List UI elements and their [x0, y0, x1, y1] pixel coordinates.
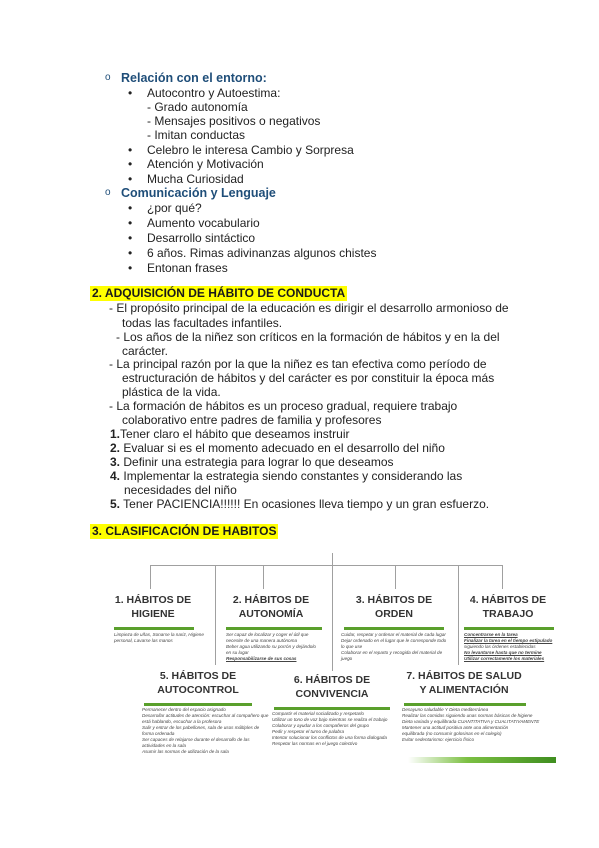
list-item: • Celebro le interesa Cambio y Sorpresa	[147, 143, 354, 158]
habit-card-line: Concentrarse en la tarea	[464, 632, 518, 637]
connector-line	[458, 565, 459, 665]
habit-card-title	[144, 669, 252, 697]
habit-card-line: Colaborar y ayudar a los compañeros del grupo	[272, 723, 370, 728]
habit-card-line: Evitar sedentarismo: ejercicio físico	[402, 737, 474, 742]
habit-card-title-line: AUTONOMÍA	[238, 608, 304, 620]
connector-line	[502, 565, 503, 589]
habit-card-line: Pedir y respetar el turno de palabra	[272, 729, 345, 734]
habit-card-title-line: Y ALIMENTACIÓN	[419, 684, 509, 696]
connector-line	[332, 553, 333, 565]
habit-card-line: Dieta variada y equilibrada CUANTITATIVA y CUALITATIVAMENTE	[402, 719, 540, 724]
step-text: Tener PACIENCIA!!!!!! En ocasiones lleva tiempo y un gran esfuerzo.	[123, 497, 490, 511]
habit-card-text	[464, 632, 552, 662]
habit-card-line: Utilizar correctamente los materiales	[464, 656, 545, 661]
habit-card-title-line: 3. HÁBITOS DE	[355, 594, 433, 606]
step-number: 4.	[110, 469, 121, 483]
step-item	[110, 497, 489, 512]
sub-list-item: - Mensajes positivos o negativos	[147, 114, 321, 128]
accent-bar	[114, 627, 194, 630]
habit-card-line: Utilizar un tono de voz bajo mientras se realiza el trabajo	[272, 717, 388, 722]
step-text: Implementar la estrategia siendo constantes y considerando las	[123, 469, 463, 483]
list-item: • Aumento vocabulario	[147, 216, 260, 231]
habit-card-title	[462, 593, 554, 621]
habit-card-title-line: 4. HÁBITOS DE	[469, 594, 547, 606]
accent-bar	[226, 627, 322, 630]
habit-card-line: Ser capaz de localizar y coger el útil que	[226, 632, 309, 637]
habit-card-line: No levantarse hasta que no termine	[464, 650, 542, 655]
connector-line	[150, 565, 151, 589]
list-item: • Entonan frases	[147, 261, 228, 276]
step-item	[110, 427, 349, 442]
step-number: 2.	[110, 441, 121, 455]
paragraph-line: todas las facultades infantiles.	[122, 316, 283, 330]
step-text: Tener claro el hábito que deseamos instruir	[120, 427, 350, 441]
habit-card-line: equilibrada (no consumir golosinas en el colegio)	[402, 731, 502, 736]
habit-card-title	[108, 593, 198, 621]
sub-list-item: - Grado autonomía	[147, 100, 248, 114]
step-text: Definir una estrategia para lograr lo que deseamos	[123, 455, 394, 469]
habit-card-line: Beber agua utilizando su porrón y dejándolo	[226, 644, 316, 649]
habit-card-line: Dejar ordenado en el lugar que le corresponde todo	[341, 638, 447, 643]
habit-card-title-line: 2. HÁBITOS DE	[232, 594, 310, 606]
paragraph-line: - El propósito principal de la educación es dirigir el desarrollo armonioso de	[109, 301, 509, 315]
habit-card-line: personal, Lavarse las manos	[114, 638, 173, 643]
habit-card-text	[402, 707, 539, 743]
habit-card-line: Responsabilizarse de sus cosas	[226, 656, 297, 661]
accent-bar	[404, 703, 526, 706]
step-number: 3.	[110, 455, 121, 469]
habit-card-line: Mantener una actitud positiva ante una alimentación	[402, 725, 509, 730]
connector-line	[215, 565, 216, 665]
habit-card-line: Cuidar, respetar y ordenar el material de cada lugar	[341, 632, 446, 637]
habit-card-line: Colaborar en el reparto y recogida del material de	[341, 650, 443, 655]
habit-card-title	[222, 593, 320, 621]
habit-card-title	[274, 673, 390, 701]
connector-line	[263, 565, 264, 589]
connector-line	[395, 565, 396, 589]
connector-line	[332, 565, 333, 671]
paragraph-line: colaborativo entre padres de familia y profesores	[122, 413, 382, 427]
habit-card-line: Ser capaces de relajarse durante el desarrollo de las	[142, 737, 250, 742]
step-number: 5.	[110, 497, 121, 511]
accent-bar	[274, 707, 390, 710]
paragraph-line: - Los años de la niñez son críticos en la formación de hábitos y en la del	[116, 330, 500, 344]
habit-card-line: Asumir las normas de utilización de la sala	[142, 749, 229, 754]
habit-card-line: Intentar solucionar los conflictos de una forma dialogada	[272, 735, 387, 740]
list-item: • Mucha Curiosidad	[147, 172, 244, 187]
habit-card-title-line: 7. HÁBITOS DE SALUD	[406, 670, 522, 682]
paragraph-line: carácter.	[122, 344, 169, 358]
sub-list-item: - Imitan conductas	[147, 128, 246, 142]
step-continuation: necesidades del niño	[124, 483, 237, 497]
habit-card-title-line: 6. HÁBITOS DE	[293, 674, 371, 686]
habit-card-line: en su lugar	[226, 650, 249, 655]
paragraph-line: - La formación de hábitos es un proceso gradual, requiere trabajo	[109, 399, 458, 413]
habit-card-text	[226, 632, 316, 662]
section-3-heading: 3. CLASIFICACIÓN DE HABITOS	[92, 524, 277, 538]
list-item: • 6 años. Rimas adivinanzas algunos chistes	[147, 246, 376, 261]
habit-card-line: Limpieza de uñas, Sonarse la nariz, Higiene	[114, 632, 204, 637]
habit-card-title-line: 1. HÁBITOS DE	[114, 594, 192, 606]
habit-card-text	[114, 632, 204, 644]
habit-card-line: Desayuno saludable Y Dieta mediterránea	[402, 707, 489, 712]
paragraph-line: estructuración de hábitos y del carácter es por constituir la época más	[122, 371, 495, 385]
bottom-accent-bar	[408, 757, 556, 763]
habit-card-title-line: AUTOCONTROL	[157, 684, 239, 696]
habit-card-text	[142, 707, 268, 755]
list-item: • ¿por qué?	[147, 201, 202, 216]
habit-card-line: juego	[341, 656, 353, 661]
section-2-heading: 2. ADQUISICIÓN DE HÁBITO DE CONDUCTA	[92, 286, 346, 300]
step-item	[110, 441, 445, 456]
connector-line	[150, 565, 502, 566]
comunicacion-heading: Comunicación y Lenguaje	[121, 186, 276, 200]
step-item	[110, 455, 394, 470]
habit-card-title-line: TRABAJO	[482, 608, 534, 620]
habit-card-title-line: CONVIVENCIA	[295, 688, 369, 700]
habit-card-text	[272, 711, 387, 747]
list-item: • Atención y Motivación	[147, 157, 264, 172]
accent-bar	[144, 703, 252, 706]
habit-card-line: Salir y entrar de los pabellones, sala de usos múltiples de	[142, 725, 260, 730]
accent-bar	[344, 627, 444, 630]
habits-diagram	[108, 553, 556, 765]
habit-card-line: siguiendo las órdenes establecidas	[464, 644, 536, 649]
step-text: Evaluar si es el momento adecuado en el desarrollo del niño	[123, 441, 445, 455]
habit-card-line: Desarrollar actitudes de atención: escuchar al compañero que	[142, 713, 269, 718]
list-item: • Autocontro y Autoestima:	[147, 86, 280, 101]
habit-card-title-line: 5. HÁBITOS DE	[159, 670, 237, 682]
list-item: • Desarrollo sintáctico	[147, 231, 255, 246]
accent-bar	[464, 627, 554, 630]
habit-card-title-line: HIGIENE	[131, 608, 175, 620]
habit-card-line: Permanecer dentro del espacio asignado	[142, 707, 226, 712]
habit-card-line: Realizar las comidas siguiendo unas normas básicas de higiene	[402, 713, 533, 718]
circle-bullet-icon: o	[105, 72, 111, 83]
habit-card-line: actividades en la sala	[142, 743, 186, 748]
step-number: 1.	[110, 427, 121, 441]
habit-card-line: Finalizar la tarea en el tiempo estipulado	[464, 638, 553, 643]
circle-bullet-icon: o	[105, 187, 111, 198]
habit-card-title-line: ORDEN	[375, 608, 413, 620]
habit-card-line: lo que use	[341, 644, 363, 649]
habit-card-line: Respetar las normas en el juego colectivo	[272, 741, 358, 746]
paragraph-line: plástica de la vida.	[122, 385, 221, 399]
habit-card-title	[346, 593, 442, 621]
paragraph-line: - La principal razón por la que la niñez es tan efectiva como período de	[109, 357, 487, 371]
habit-card-line: forma ordenada	[142, 731, 175, 736]
step-item	[110, 469, 462, 484]
habit-card-line: necesite de una manera autónoma	[226, 638, 297, 643]
habit-card-title	[402, 669, 526, 697]
habit-card-line: Compartir el material socializado y respetarlo	[272, 711, 364, 716]
relacion-heading: Relación con el entorno:	[121, 71, 267, 85]
habit-card-text	[341, 632, 446, 662]
habit-card-line: está hablando, escuchar a la profesora	[142, 719, 222, 724]
